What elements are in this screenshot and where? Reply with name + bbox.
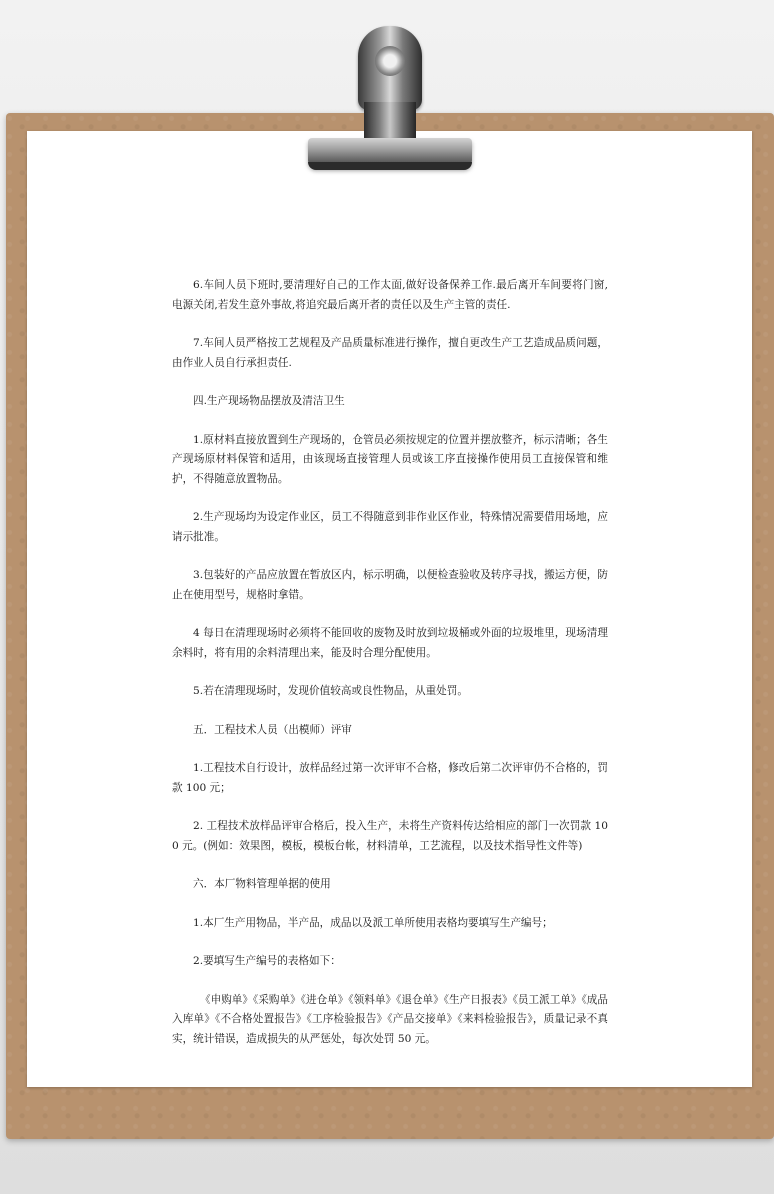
section4-item-2: 2.生产现场均为设定作业区，员工不得随意到非作业区作业，特殊情况需要借用场地，应请示批准。 (172, 511, 608, 543)
clip-jaw-edge (308, 162, 472, 170)
paragraph-7: 7.车间人员严格按工艺规程及产品质量标准进行操作，擅自更改生产工艺造成品质问题，由作业人员自行承担责任. (172, 337, 608, 369)
section4-item-1: 1.原材料直接放置到生产现场的，仓管员必须按规定的位置并摆放整齐，标示清晰；各生产现场原材料保管和适用，由该现场直接管理人员或该工序直接操作使用员工直接保管和维护，不得随意放置物品。 (172, 433, 608, 485)
form-list-paragraph: 《申购单》《采购单》《进仓单》《领料单》《退仓单》《生产日报表》《员工派工单》《成品入库单》《不合格处置报告》《工序检验报告》《产品交接单》《来料检验报告》，质量记录不真实，统计错误，造成损失的从严惩处，每次处罚 50 元。 (172, 993, 608, 1045)
section5-item-1: 1.工程技术自行设计，放样品经过第一次评审不合格，修改后第二次评审仍不合格的，罚款 100 元； (172, 762, 608, 794)
binder-clip-icon (300, 22, 480, 182)
section4-item-5: 5.若在清理现场时，发现价值较高或良性物品，从重处罚。 (193, 685, 468, 697)
section5-item-2: 2. 工程技术放样品评审合格后，投入生产，未将生产资料传达给相应的部门一次罚款 100 元。(例如：效果图，模板，模板台帐，材料清单，工艺流程，以及技术指导性文件等) (172, 820, 608, 852)
section6-item-1: 1.本厂生产用物品，半产品，成品以及派工单所使用表格均要填写生产编号； (193, 916, 553, 929)
paragraph-6: 6.车间人员下班时,要清理好自己的工作太面,做好设备保养工作.最后离开车间要将门窗,电源关闭,若发生意外事故,将追究最后离开者的责任以及生产主管的责任. (172, 279, 608, 311)
section6-item-2: 2.要填写生产编号的表格如下： (193, 955, 341, 967)
document-body (172, 276, 608, 1068)
section-heading-4: 四.生产现场物品摆放及清洁卫生 (193, 395, 345, 407)
section-heading-5: 五．工程技术人员（出模师）评审 (193, 723, 352, 736)
section4-item-4: 4 每日在清理现场时必须将不能回收的废物及时放到垃圾桶或外面的垃圾堆里，现场清理余料时，将有用的余料清理出来，能及时合理分配使用。 (172, 627, 608, 659)
section-heading-6: 六．本厂物料管理单据的使用 (193, 878, 331, 890)
section4-item-3: 3.包装好的产品应放置在暂放区内，标示明确，以便检查验收及转序寻找，搬运方便，防止在使用型号，规格时拿错。 (172, 569, 608, 601)
clip-ring-hole (375, 46, 405, 76)
